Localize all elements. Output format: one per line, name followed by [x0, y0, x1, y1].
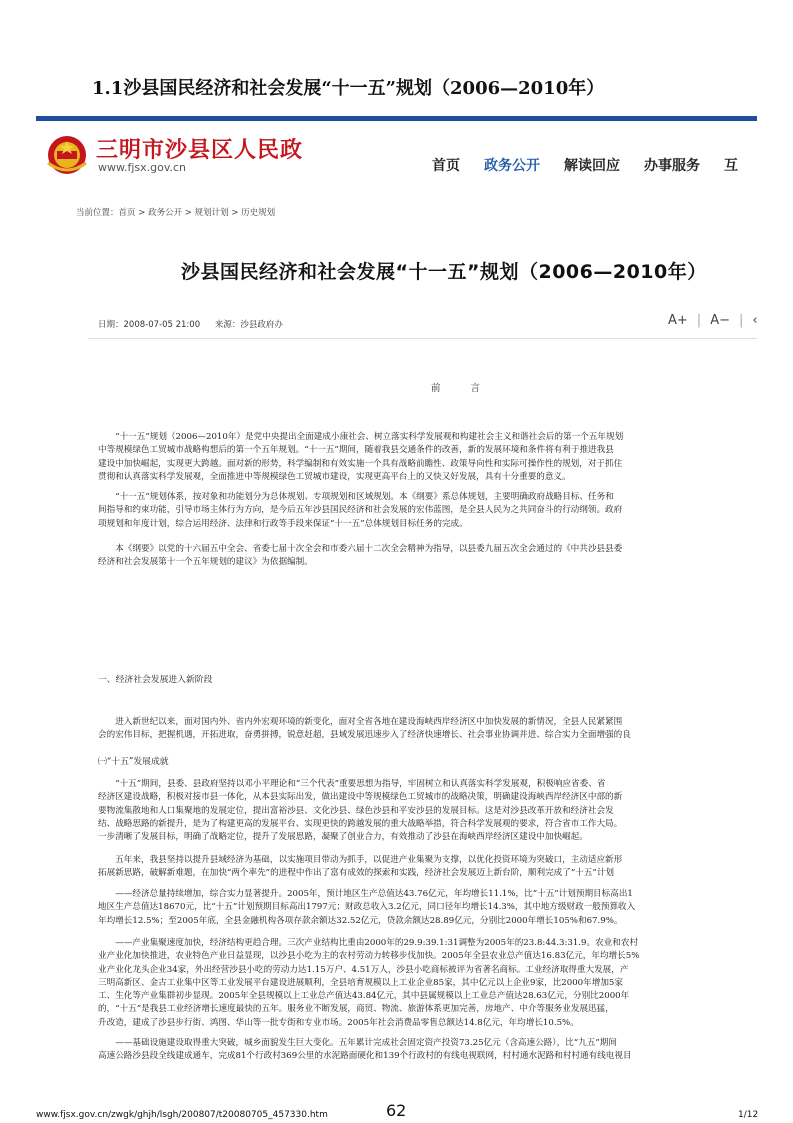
text-line: 一步清晰了发展目标，明确了战略定位，提升了发展思路，凝聚了创业合力，有效推动了沙县在海峡西岸经济区建设中加快崛起。: [98, 832, 588, 843]
national-emblem-icon: [42, 133, 92, 177]
body-paragraph-3: [98, 888, 757, 928]
text-line: 结、战略思路的新提升，是为了构建更高的发展平台、实现更快的跨越发展的重大战略举措，符合科学发展观的要求，符合省市工作大局。: [98, 818, 623, 829]
text-line: 三明高新区、金古工业集中区等工业发展平台建设进展顺利，全县培育规模以上工业企业85家，其中亿元以上企业9家，比2000年增加5家: [98, 977, 623, 988]
text-line: ——基础设施建设取得重大突破，城乡面貌发生巨大变化。五年累计完成社会固定资产投资73.25亿元（含高速公路），比“九五”期间: [98, 1038, 617, 1048]
nav-government-affairs[interactable]: 政务公开: [484, 158, 540, 174]
text-line: 的，“十五”是我县工业经济增长速度最快的五年。服务业不断发展，商贸、物流、旅游体系更加完善，房地产、中介等服务业发展迅猛，: [98, 1004, 614, 1015]
nav-interpretation[interactable]: 解读回应: [564, 158, 620, 174]
article-body: [98, 0, 757, 1123]
body-paragraph-1: [98, 778, 757, 844]
section-heading: 一、经济社会发展进入新阶段: [98, 675, 213, 685]
nav-services[interactable]: 办事服务: [644, 158, 700, 174]
article-title: 沙县国民经济和社会发展“十一五”规划（2006—2010年）: [181, 261, 707, 283]
text-line: 工、生化等产业集群初步显现。2005年全县规模以上工业总产值达43.84亿元，其中县属规模以上工业总产值达28.63亿元，分别比2000年: [98, 991, 630, 1002]
site-url: www.fjsx.gov.cn: [98, 161, 187, 174]
text-line: 经济和社会发展第十一个五年规划的建议》为依据编制。: [98, 557, 313, 568]
footer-url: www.fjsx.gov.cn/zwgk/ghjh/lsgh/200807/t20080705_457330.htm: [36, 1110, 328, 1120]
tool-separator: |: [738, 313, 744, 328]
intro-paragraph: [98, 716, 757, 743]
document-heading: 1.1沙县国民经济和社会发展“十一五”规划（2006—2010年）: [92, 78, 605, 99]
nav-interaction[interactable]: 互: [724, 158, 738, 174]
text-line: “十一五”规划体系，按对象和功能划分为总体规划、专项规划和区域规划。本《纲要》系总体规划，主要明确政府战略目标、任务和: [98, 492, 614, 502]
site-name[interactable]: 三明市沙县区人民政: [96, 137, 304, 163]
body-paragraph-2: [98, 854, 757, 881]
text-line: 贯彻和认真落实科学发展观，全面推进中等规模绿色工贸城市建设，实现更高平台上的又快又好发展，具有十分重要的意义。: [98, 471, 571, 482]
text-line: ——产业集聚速度加快，经济结构更趋合理。三次产业结构比重由2000年的29.9:39.1:31调整为2005年的23.8:44.3:31.9。农业和农村: [98, 938, 639, 948]
subsection-heading: ㈠“十五”发展成就: [98, 757, 169, 767]
more-tools-button[interactable]: ‹: [752, 313, 758, 328]
text-line: ——经济总量持续增加，综合实力显著提升。2005年，预计地区生产总值达43.76亿元，年均增长11.1%，比“十五”计划预期目标高出1: [98, 889, 633, 899]
page-number: 62: [386, 1101, 407, 1120]
text-line: 中等规模绿色工贸城市战略构想后的第一个五年规划。“十一五”期间，随着我县交通条件的改善，新的发展环境和条件将有利于推进我县: [98, 445, 614, 456]
footer-page-count: 1/12: [738, 1110, 759, 1120]
body-paragraph-4: [98, 937, 757, 1030]
text-line: “十一五”规划（2006—2010年）是党中央提出全面建成小康社会、树立落实科学发展观和构建社会主义和谐社会后的第一个五年规划: [98, 432, 624, 442]
text-line: 经济区建设战略，积极对接市县一体化，从本县实际出发，做出建设中等规模绿色工贸城市的战略决策，明确建设海峡西岸经济区中部的新: [98, 792, 623, 803]
article-date: 日期：2008-07-05 21:00: [98, 320, 201, 330]
breadcrumb-separator: >: [228, 208, 242, 218]
breadcrumb-government-affairs[interactable]: 政务公开: [148, 208, 183, 218]
text-line: 高速公路沙县段全线建成通车，完成81个行政村369公里的水泥路面硬化和139个行政村的有线电视联网，村村通水泥路和村村通有线电视目: [98, 1051, 632, 1062]
text-line: 拓展新思路，破解新难题，在加快“两个率先”的进程中作出了富有成效的探索和实践，经济社会发展迈上新台阶，顺利完成了“十五”计划: [98, 868, 615, 879]
text-line: 五年来，我县坚持以提升县域经济为基础，以实施项目带动为抓手，以促进产业集聚为支撑，以优化投资环境为突破口，主动适应新形: [98, 855, 623, 865]
text-line: “十五”期间，县委、县政府坚持以邓小平理论和“三个代表”重要思想为指导，牢固树立和认真落实科学发展观，积极响应省委、省: [98, 779, 606, 789]
breadcrumb-home[interactable]: 首页: [118, 208, 136, 218]
breadcrumb-separator: >: [135, 208, 149, 218]
text-line: 建设中加快崛起，实现更大跨越。面对新的形势，科学编制和有效实施一个具有战略前瞻性、政策导向性和实际可操作性的规划，对于抓住: [98, 458, 623, 469]
breadcrumb-planning[interactable]: 规划计划: [194, 208, 229, 218]
article-source: 来源：沙县政府办: [214, 320, 283, 330]
paragraph-1: [98, 431, 757, 484]
breadcrumb-label: 当前位置：: [76, 208, 119, 218]
text-line: 年均增长12.5%；至2005年底，全县金融机构各项存款余额达32.52亿元，贷款余额达28.89亿元，分别比2000年增长105%和67.9%。: [98, 915, 623, 926]
font-decrease-button[interactable]: A−: [710, 313, 730, 328]
text-line: 业产业化龙头企业34家，外出经营沙县小吃的劳动力达1.15万户、4.51万人，沙县小吃商标被评为省著名商标。工业经济取得重大发展，产: [98, 964, 629, 975]
text-line: 项规划和年度计划，综合运用经济、法律和行政等手段来保证“十一五”总体规划目标任务的完成。: [98, 518, 468, 529]
breadcrumb-history-planning[interactable]: 历史规划: [241, 208, 276, 218]
breadcrumb-separator: >: [182, 208, 195, 218]
paragraph-2: [98, 491, 757, 531]
preface-heading: 前言: [431, 383, 511, 394]
font-increase-button[interactable]: A+: [668, 313, 688, 328]
text-line: 地区生产总值达18670元，比“十五”计划预期目标高出1797元；财政总收入3.2亿元，同口径年均增长14.3%，其中地方级财政一般预算收入: [98, 902, 636, 913]
text-line: 业产业化加快推进，农业特色产业日益显现，以沙县小吃为主的农村劳动力转移步伐加快。2005年全县农业总产值达16.83亿元，年均增长5%: [98, 951, 640, 962]
text-line: 本《纲要》以党的十六届五中全会、省委七届十次全会和市委六届十二次全会精神为指导，以县委九届五次全会通过的《中共沙县县委: [98, 544, 623, 554]
text-line: 进入新世纪以来，面对国内外、省内外宏观环境的新变化，面对全省各地在建设海峡西岸经济区中加快发展的新情况，全县人民紧紧围: [98, 717, 623, 727]
paragraph-3: [98, 543, 757, 570]
body-paragraph-5: [98, 1037, 757, 1064]
text-line: 升改造，建成了沙县步行街、鸿图、华山等一批专街和专业市场。2005年社会消费品零售总额达14.8亿元，年均增长10.5%。: [98, 1017, 579, 1028]
text-line: 要物流集散地和人口集聚地的发展定位，提出富裕沙县、文化沙县、绿色沙县和平安沙县的发展目标。这是对沙县改革开放和经济社会发: [98, 805, 614, 816]
text-line: 间指导和约束功能，引导市场主体行为方向，是今后五年沙县国民经济和社会发展的宏伟蓝图，是全县人民为之共同奋斗的行动纲领。政府: [98, 505, 623, 516]
text-line: 会的宏伟目标，把握机遇，开拓进取，奋勇拼搏，锐意赶超，县域发展迅速步入了经济快速增长、社会事业协调并进、综合实力全面增强的良: [98, 730, 631, 741]
nav-home[interactable]: 首页: [432, 158, 460, 174]
tool-separator: |: [696, 313, 702, 328]
